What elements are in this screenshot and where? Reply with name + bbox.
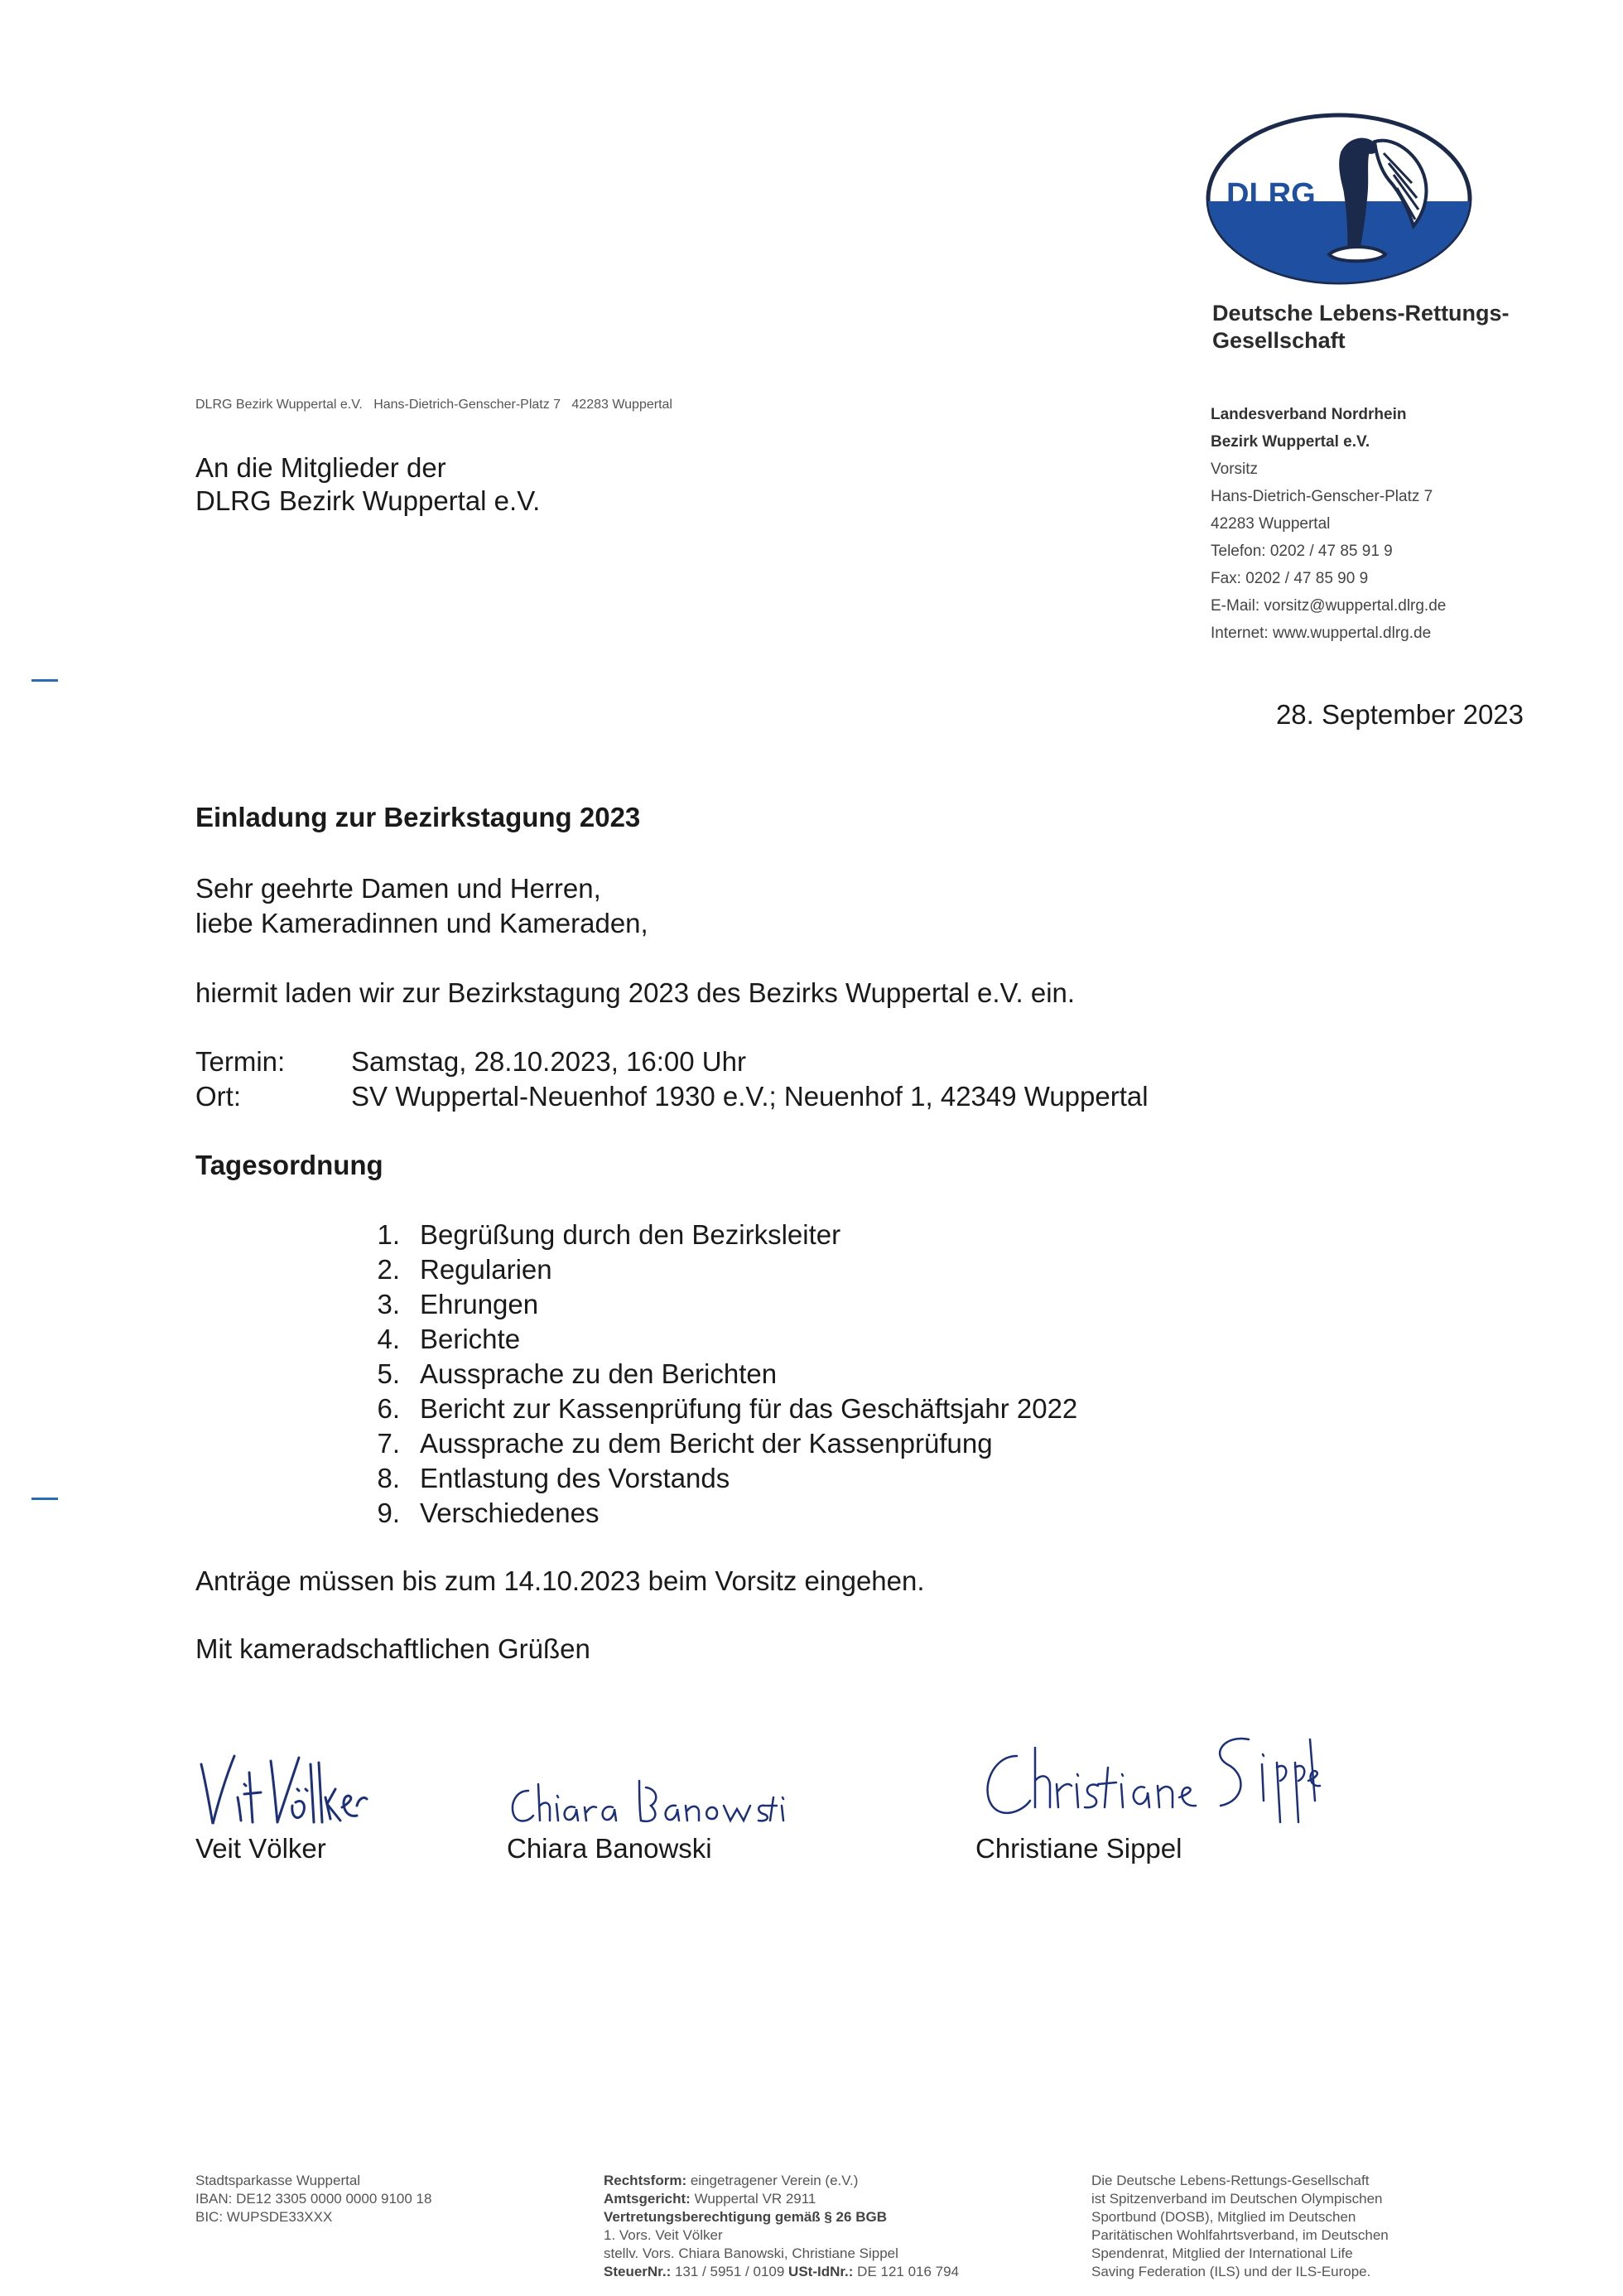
agenda-item: 7. Aussprache zu dem Bericht der Kassenprüfung [377,1428,993,1459]
logo-text: DLRG [1226,177,1316,212]
salutation [195,871,648,941]
signature-christiane-sippel [975,1715,1323,1831]
org-name [1212,300,1510,355]
contact-email [1211,592,1446,620]
dlrg-logo [1205,112,1474,286]
signature-chiara-banowski [507,1773,788,1831]
intro-text: hiermit laden wir zur Bezirkstagung 2023 des Bezirks Wuppertal e.V. ein. [195,977,1076,1008]
contact-internet [1211,620,1446,647]
org-name-line2: Gesellschaft [1212,328,1346,353]
footer-stellvertreter: stellv. Vors. Chiara Banowski, Christiane Sippel [604,2245,898,2261]
footer-bic: BIC: WUPSDE33XXX [195,2209,333,2225]
footer-amtsgericht: Amtsgericht: Wuppertal VR 2911 [604,2191,816,2207]
fold-mark-bottom [31,1498,58,1500]
footer-rechtsform: Rechtsform: eingetragener Verein (e.V.) [604,2173,859,2188]
contact-email-link[interactable]: vorsitz@wuppertal.dlrg.de [1264,597,1447,615]
agenda-item: 9. Verschiedenes [377,1498,600,1528]
contact-vorsitz: Vorsitz [1211,461,1259,478]
contact-block [1211,401,1446,647]
footer-vorsitzender: 1. Vors. Veit Völker [604,2227,723,2243]
termin-row [195,1046,746,1078]
org-name-line1: Deutsche Lebens-Rettungs- [1212,301,1510,326]
antraege-note: Anträge müssen bis zum 14.10.2023 beim Vorsitz eingehen. [195,1565,925,1596]
signatory-name: Chiara Banowski [507,1833,712,1864]
fold-mark-top [31,679,58,682]
contact-internet-label: Internet: [1211,625,1273,642]
footer-steuer: SteuerNr.: 131 / 5951 / 0109 USt-IdNr.: DE 121 016 794 [604,2264,960,2279]
footer-iban: IBAN: DE12 3305 0000 0000 9100 18 [195,2191,432,2207]
agenda-item: 6. Bericht zur Kassenprüfung für das Geschäftsjahr 2022 [377,1393,1078,1424]
contact-city: 42283 Wuppertal [1211,515,1331,533]
agenda-item: 4. Berichte [377,1324,521,1354]
footer-vertretung: Vertretungsberechtigung gemäß § 26 BGB [604,2209,887,2225]
closing-greeting: Mit kameradschaftlichen Grüßen [195,1633,590,1664]
recipient-line1: An die Mitglieder der [195,452,446,483]
agenda-item: 2. Regularien [377,1254,552,1285]
termin-value: Samstag, 28.10.2023, 16:00 Uhr [351,1046,746,1077]
contact-fax: Fax: 0202 / 47 85 90 9 [1211,570,1369,587]
salutation-line2: liebe Kameradinnen und Kameraden, [195,908,648,938]
agenda-item: 8. Entlastung des Vorstands [377,1463,730,1493]
agenda-list [350,1218,1077,1531]
contact-internet-link[interactable]: www.wuppertal.dlrg.de [1273,625,1432,642]
contact-street: Hans-Dietrich-Genscher-Platz 7 [1211,488,1433,505]
ort-row [195,1081,1149,1112]
contact-landesverband: Landesverband Nordrhein [1211,406,1407,423]
recipient-line2: DLRG Bezirk Wuppertal e.V. [195,485,541,516]
ort-value: SV Wuppertal-Neuenhof 1930 e.V.; Neuenhof 1, 42349 Wuppertal [351,1081,1149,1112]
ort-label: Ort: [195,1081,241,1112]
footer-bank-name: Stadtsparkasse Wuppertal [195,2173,361,2188]
sender-line: DLRG Bezirk Wuppertal e.V. Hans-Dietrich-Genscher-Platz 7 42283 Wuppertal [195,398,672,412]
recipient-address [195,451,540,518]
letter-date: 28. September 2023 [1275,699,1524,730]
salutation-line1: Sehr geehrte Damen und Herren, [195,873,601,904]
agenda-title: Tagesordnung [195,1150,383,1180]
letter-subject: Einladung zur Bezirkstagung 2023 [195,802,641,832]
signatory-name: Christiane Sippel [975,1833,1182,1864]
footer-bank [195,2172,431,2226]
contact-email-label: E-Mail: [1211,597,1264,615]
agenda-item: 1. Begrüßung durch den Bezirksleiter [377,1219,841,1250]
agenda-item: 3. Ehrungen [377,1289,539,1319]
contact-bezirk: Bezirk Wuppertal e.V. [1211,433,1370,451]
contact-phone: Telefon: 0202 / 47 85 91 9 [1211,543,1393,560]
signatory-name: Veit Völker [195,1833,326,1864]
footer-legal [604,2172,959,2281]
agenda-item: 5. Aussprache zu den Berichten [377,1358,778,1389]
termin-label: Termin: [195,1046,286,1077]
signature-veit-voelker [195,1748,368,1831]
footer-about: Die Deutsche Lebens-Rettungs-Gesellschaft ist Spitzenverband im Deutschen Olympischen Sportbund (DOSB), Mitglied im Deutschen Paritätischen Wohlfahrtsverband, im Deutschen Spendenrat, Mitglied der International Life Saving Federation (ILS) und der ILS-Europe. [1091,2173,1389,2279]
